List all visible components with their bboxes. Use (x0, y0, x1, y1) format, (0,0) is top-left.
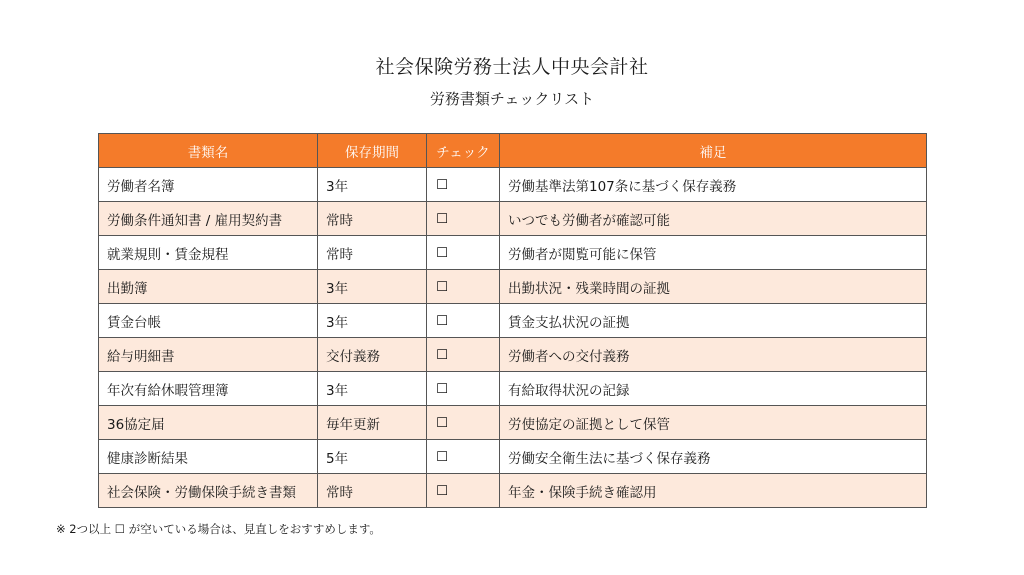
checkbox[interactable]: ☐ (427, 406, 500, 440)
cell-document-name: 労働条件通知書 / 雇用契約書 (99, 202, 318, 236)
table-row (99, 270, 927, 304)
cell-retention-period: 常時 (318, 236, 427, 270)
cell-document-name: 36協定届 (99, 406, 318, 440)
column-header-notes: 補足 (500, 134, 927, 168)
table-row (99, 236, 927, 270)
cell-note: 労働基準法第107条に基づく保存義務 (500, 168, 927, 202)
checkbox[interactable]: ☐ (427, 304, 500, 338)
cell-note: 労働者が閲覧可能に保管 (500, 236, 927, 270)
document-subtitle: 労務書類チェックリスト (429, 90, 595, 108)
column-header-document-name: 書類名 (99, 134, 318, 168)
table-row (99, 440, 927, 474)
table-row (99, 202, 927, 236)
cell-document-name: 就業規則・賃金規程 (99, 236, 318, 270)
cell-retention-period: 3年 (318, 372, 427, 406)
cell-retention-period: 交付義務 (318, 338, 427, 372)
checkbox[interactable]: ☐ (427, 474, 500, 508)
cell-document-name: 給与明細書 (99, 338, 318, 372)
organization-title: 社会保険労務士法人中央会計社 (375, 56, 649, 78)
cell-retention-period: 常時 (318, 202, 427, 236)
cell-retention-period: 3年 (318, 304, 427, 338)
table-row (99, 372, 927, 406)
cell-note: いつでも労働者が確認可能 (500, 202, 927, 236)
cell-retention-period: 常時 (318, 474, 427, 508)
checkbox[interactable]: ☐ (427, 236, 500, 270)
cell-document-name: 社会保険・労働保険手続き書類 (99, 474, 318, 508)
cell-note: 出勤状況・残業時間の証拠 (500, 270, 927, 304)
cell-note: 有給取得状況の記録 (500, 372, 927, 406)
cell-document-name: 年次有給休暇管理簿 (99, 372, 318, 406)
table-row (99, 406, 927, 440)
cell-retention-period: 3年 (318, 270, 427, 304)
checkbox[interactable]: ☐ (427, 270, 500, 304)
cell-document-name: 労働者名簿 (99, 168, 318, 202)
table-row (99, 474, 927, 508)
cell-document-name: 賃金台帳 (99, 304, 318, 338)
checkbox[interactable]: ☐ (427, 202, 500, 236)
table-header-row (99, 134, 927, 168)
table-row (99, 338, 927, 372)
checkbox[interactable]: ☐ (427, 338, 500, 372)
checkbox[interactable]: ☐ (427, 168, 500, 202)
checkbox[interactable]: ☐ (427, 372, 500, 406)
cell-document-name: 出勤簿 (99, 270, 318, 304)
checklist-table (98, 133, 927, 508)
cell-note: 労使協定の証拠として保管 (500, 406, 927, 440)
cell-note: 労働者への交付義務 (500, 338, 927, 372)
cell-retention-period: 3年 (318, 168, 427, 202)
table-row (99, 304, 927, 338)
cell-retention-period: 5年 (318, 440, 427, 474)
checkbox[interactable]: ☐ (427, 440, 500, 474)
cell-note: 賃金支払状況の証拠 (500, 304, 927, 338)
cell-note: 年金・保険手続き確認用 (500, 474, 927, 508)
footnote: ※ 2つ以上 ☐ が空いている場合は、見直しをおすすめします。 (56, 522, 381, 536)
column-header-check: チェック (427, 134, 500, 168)
table-row (99, 168, 927, 202)
column-header-retention-period: 保存期間 (318, 134, 427, 168)
cell-document-name: 健康診断結果 (99, 440, 318, 474)
cell-note: 労働安全衛生法に基づく保存義務 (500, 440, 927, 474)
cell-retention-period: 毎年更新 (318, 406, 427, 440)
